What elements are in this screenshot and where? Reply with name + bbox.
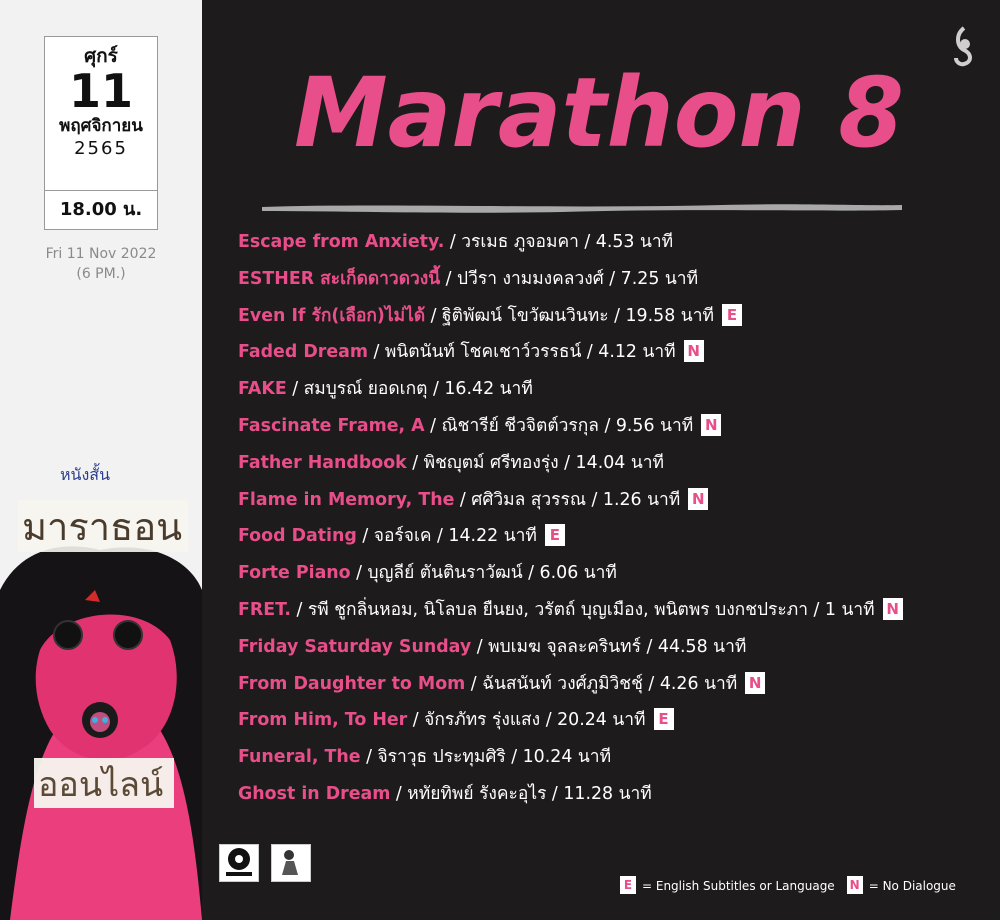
illustration-logo bbox=[271, 844, 311, 882]
film-title: From Him, To Her bbox=[238, 710, 408, 731]
film-row bbox=[238, 633, 998, 670]
film-details: / บุญลีย์ ตันตินราวัฒน์ / 6.06 นาที bbox=[350, 563, 617, 584]
marathon-online-artwork bbox=[0, 440, 202, 920]
legend-e-badge: E bbox=[620, 876, 636, 894]
page-title bbox=[290, 54, 910, 164]
film-row bbox=[238, 228, 998, 265]
film-title: Flame in Memory, The bbox=[238, 489, 455, 510]
film-title: Faded Dream bbox=[238, 342, 369, 363]
legend-n-badge: N bbox=[847, 876, 863, 894]
day-of-week: ศุกร์ bbox=[84, 45, 118, 67]
film-title: Ghost in Dream bbox=[238, 783, 391, 804]
film-row bbox=[238, 486, 998, 523]
year: 2565 bbox=[74, 138, 128, 159]
english-badge: E bbox=[654, 708, 674, 730]
english-date bbox=[0, 244, 202, 284]
no-dialogue-badge: N bbox=[745, 672, 765, 694]
film-row bbox=[238, 338, 998, 375]
film-details: / จอร์จเค / 14.22 นาที bbox=[356, 526, 537, 547]
film-details: / ฉันสนันท์ วงศ์ภูมิวิชชุ์ / 4.26 นาที bbox=[465, 673, 738, 694]
no-dialogue-badge: N bbox=[883, 598, 903, 620]
artwork-line1: หนังสั้น bbox=[60, 465, 110, 484]
film-details: / ณิชารีย์ ชีวจิตต์วรกุล / 9.56 นาที bbox=[424, 415, 694, 436]
film-title: Funeral, The bbox=[238, 747, 361, 768]
legend-n-text: = No Dialogue bbox=[868, 879, 956, 893]
film-details: / ปวีรา งามมงคลวงศ์ / 7.25 นาที bbox=[440, 268, 699, 289]
film-list bbox=[238, 228, 998, 817]
film-title: FRET. bbox=[238, 599, 291, 620]
film-details: / ศศิวิมล สุวรรณ / 1.26 นาที bbox=[454, 489, 681, 510]
month: พฤศจิกายน bbox=[59, 116, 143, 136]
film-details: / พบเมฆ จุลละครินทร์ / 44.58 นาที bbox=[471, 636, 747, 657]
film-row bbox=[238, 706, 998, 743]
artwork-line2: มาราธอน bbox=[22, 505, 183, 549]
film-title: FAKE bbox=[238, 379, 287, 400]
legend-e-text: = English Subtitles or Language bbox=[642, 879, 835, 893]
film-details: / ฐิติพัฒน์ โขวัฒนวินทะ / 19.58 นาที bbox=[425, 305, 714, 326]
artwork-line3: ออนไลน์ bbox=[38, 765, 164, 805]
film-details: / พนิตนันท์ โชคเชาว์วรรธน์ / 4.12 นาที bbox=[368, 342, 676, 363]
film-row bbox=[238, 596, 998, 633]
day-number: 11 bbox=[68, 64, 133, 118]
film-row bbox=[238, 449, 998, 486]
film-row bbox=[238, 265, 998, 302]
english-badge: E bbox=[545, 524, 565, 546]
film-title: Father Handbook bbox=[238, 452, 407, 473]
title-text: Marathon 8 bbox=[294, 57, 904, 164]
no-dialogue-badge: N bbox=[688, 488, 708, 510]
film-row bbox=[238, 412, 998, 449]
film-details: / สมบูรณ์ ยอดเกตุ / 16.42 นาที bbox=[286, 379, 533, 400]
film-details: / วรเมธ ภูจอมคา / 4.53 นาที bbox=[444, 232, 674, 252]
film-row bbox=[238, 780, 998, 817]
date-box bbox=[44, 36, 158, 230]
film-reel-icon bbox=[220, 845, 258, 881]
film-title: Forte Piano bbox=[238, 563, 351, 584]
film-details: / พิชญุตม์ ศรีทองรุ่ง / 14.04 นาที bbox=[406, 452, 664, 473]
film-row bbox=[238, 559, 998, 596]
legend bbox=[620, 876, 956, 894]
film-row bbox=[238, 375, 998, 412]
film-details: / รพี ชูกลิ่นหอม, นิโลบล ยืนยง, วรัตถ์ บุญเมือง, พนิตพร บงกชประภา / 1 นาที bbox=[290, 599, 875, 620]
film-row bbox=[238, 743, 998, 780]
film-title: Fascinate Frame, A bbox=[238, 415, 425, 436]
no-dialogue-badge: N bbox=[701, 414, 721, 436]
film-title: Friday Saturday Sunday bbox=[238, 636, 472, 657]
film-archive-logo bbox=[219, 844, 259, 882]
film-row bbox=[238, 522, 998, 559]
film-row bbox=[238, 302, 998, 339]
title-underline bbox=[262, 200, 902, 214]
sidebar bbox=[0, 0, 202, 920]
english-date-line2: (6 PM.) bbox=[76, 266, 126, 282]
english-date-line1: Fri 11 Nov 2022 bbox=[45, 246, 157, 262]
film-title: Even If รัก(เลือก)ไม่ได้ bbox=[238, 305, 426, 326]
show-time: 18.00 น. bbox=[45, 190, 157, 229]
film-details: / จักรภัทร รุ่งแสง / 20.24 นาที bbox=[407, 710, 646, 731]
film-title: Escape from Anxiety. bbox=[238, 232, 445, 252]
english-badge: E bbox=[722, 304, 742, 326]
film-details: / หทัยทิพย์ รังคะอุไร / 11.28 นาที bbox=[390, 783, 652, 804]
thai-short-film-festival-logo bbox=[942, 24, 988, 70]
film-row bbox=[238, 670, 998, 707]
film-details: / จิราวุธ ประทุมศิริ / 10.24 นาที bbox=[360, 747, 612, 768]
figure-icon bbox=[272, 845, 310, 881]
film-title: ESTHER สะเก็ดดาวดวงนี้ bbox=[238, 268, 441, 289]
film-title: Food Dating bbox=[238, 526, 357, 547]
no-dialogue-badge: N bbox=[684, 340, 704, 362]
film-title: From Daughter to Mom bbox=[238, 673, 466, 694]
